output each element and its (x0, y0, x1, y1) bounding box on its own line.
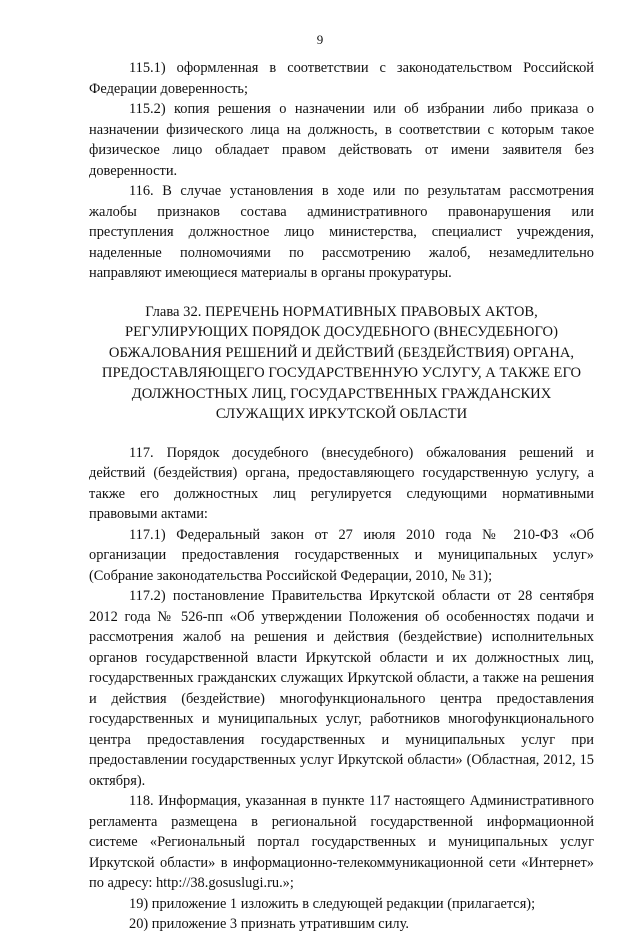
chapter-32-heading (89, 302, 594, 425)
paragraph-117-2: 117.2) постановление Правительства Иркутской области от 28 сентября 2012 года № 526-пп «Об утверждении Положения об особенностях подачи и рассмотрения жалоб на решения и действия (бездействие) исполнительных органов государственной власти Иркутской области и их должностных лиц, государственных гражданских служащих Иркутской области, а также на решения и действия (бездействие) многофункционального центра предоставления государственных и муниципальных услуг, работников многофункционального центра предоставления государственных и муниципальных услуг при предоставлении государственных услуг Иркутской области» (Областная, 2012, 15 октября). (89, 588, 594, 789)
paragraph-20: 20) приложение 3 признать утратившим силу. (129, 916, 409, 932)
paragraph-19: 19) приложение 1 изложить в следующей редакции (прилагается); (129, 895, 536, 912)
chapter-heading-line: ОБЖАЛОВАНИЯ РЕШЕНИЙ И ДЕЙСТВИЙ (БЕЗДЕЙСТВИЯ) ОРГАНА, (108, 344, 575, 361)
page-number: 9 (316, 32, 324, 47)
chapter-heading-line: РЕГУЛИРУЮЩИХ ПОРЯДОК ДОСУДЕБНОГО (ВНЕСУДЕБНОГО) (125, 324, 558, 340)
chapter-heading-line: ДОЛЖНОСТНЫХ ЛИЦ, ГОСУДАРСТВЕННЫХ ГРАЖДАНСКИХ (131, 385, 552, 402)
paragraph-116: 116. В случае установления в ходе или по результатам рассмотрения жалобы признаков состава административного правонарушения или преступления должностное лицо министерства, специалист учреждения, наделенные полномочиями по рассмотрению жалоб, незамедлительно направляют имеющиеся материалы в органы прокуратуры. (89, 183, 594, 281)
paragraph-117: 117. Порядок досудебного (внесудебного) обжалования решений и действий (бездействия) органа, предоставляющего государственную услугу, а также его должностных лиц регулируется следующими нормативными правовыми актами: (89, 444, 594, 522)
chapter-heading-line: СЛУЖАЩИХ ИРКУТСКОЙ ОБЛАСТИ (215, 406, 468, 422)
document-body (89, 58, 594, 935)
paragraph-118: 118. Информация, указанная в пункте 117 настоящего Административного регламента размещена в региональной государственной информационной системе «Региональный портал государственных и муниципальных услуг Иркутской области» в информационно-телекоммуникационной сети «Интернет» по адресу: http://38.gosuslugi.ru.»; (89, 793, 594, 891)
paragraph-115-2: 115.2) копия решения о назначении или об избрании либо приказа о назначении физического лица на должность, в соответствии с которым такое физическое лицо обладает правом действовать от имени заявителя без доверенности. (89, 101, 594, 179)
paragraph-117-1: 117.1) Федеральный закон от 27 июля 2010 года № 210-ФЗ «Об организации предоставления государственных и муниципальных услуг» (Собрание законодательства Российской Федерации, 2010, № 31); (89, 526, 594, 584)
chapter-heading-line: Глава 32. ПЕРЕЧЕНЬ НОРМАТИВНЫХ ПРАВОВЫХ АКТОВ, (145, 303, 538, 320)
chapter-heading-line: ПРЕДОСТАВЛЯЮЩЕГО ГОСУДАРСТВЕННУЮ УСЛУГУ, А ТАКЖЕ ЕГО (101, 365, 582, 381)
paragraph-115-1: 115.1) оформленная в соответствии с законодательством Российской Федерации доверенность; (89, 60, 594, 97)
